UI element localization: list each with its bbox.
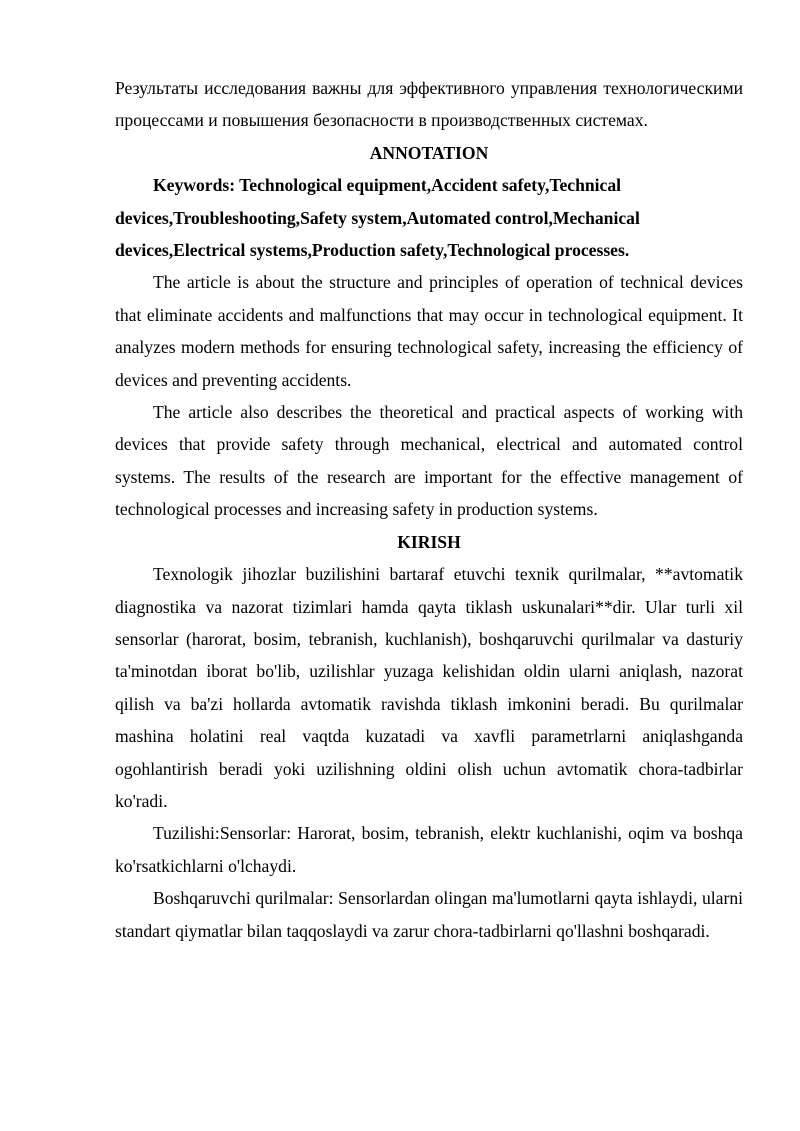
- kirish-paragraph-3: Boshqaruvchi qurilmalar: Sensorlardan olingan ma'lumotlarni qayta ishlaydi, ularni standart qiymatlar bilan taqqoslaydi va zarur chora-tadbirlarni qo'llashni boshqaradi.: [115, 888, 743, 941]
- annotation-heading: ANNOTATION: [369, 142, 489, 163]
- keywords-line: Keywords: Technological equipment,Accident safety,Technical devices,Troubleshooting,Safety system,Automated control,Mechanical devices,Electrical systems,Production safety,Technological processes.: [115, 175, 640, 261]
- document-page: [115, 72, 743, 947]
- russian-conclusion-paragraph: Результаты исследования важны для эффективного управления технологическими процессами и повышения безопасности в производственных системах.: [115, 78, 743, 131]
- annotation-paragraph-1: The article is about the structure and principles of operation of technical devices that eliminate accidents and malfunctions that may occur in technological equipment. It analyzes modern methods for ensuring technological safety, increasing the efficiency of devices and preventing accidents.: [115, 272, 743, 390]
- kirish-paragraph-1: Texnologik jihozlar buzilishini bartaraf etuvchi texnik qurilmalar, **avtomatik diagnostika va nazorat tizimlari hamda qayta tiklash uskunalari**dir. Ular turli xil sensorlar (harorat, bosim, tebranish, kuchlanish), boshqaruvchi qurilmalar va dasturiy ta'minotdan iborat bo'lib, uzilishlar yuzaga kelishidan oldin ularni aniqlash, nazorat qilish va ba'zi hollarda avtomatik ravishda tiklash imkonini beradi. Bu qurilmalar mashina holatini real vaqtda kuzatadi va xavfli parametrlarni aniqlashganda ogohlantirish beradi yoki uzilishning oldini olish uchun avtomatik chora-tadbirlar ko'radi.: [115, 564, 743, 811]
- kirish-paragraph-2: Tuzilishi:Sensorlar: Harorat, bosim, tebranish, elektr kuchlanishi, oqim va boshqa ko'rsatkichlarni o'lchaydi.: [115, 823, 743, 876]
- kirish-heading: KIRISH: [397, 531, 461, 552]
- annotation-paragraph-2: The article also describes the theoretical and practical aspects of working with devices that provide safety through mechanical, electrical and automated control systems. The results of the research are important for the effective management of technological processes and increasing safety in production systems.: [115, 402, 743, 520]
